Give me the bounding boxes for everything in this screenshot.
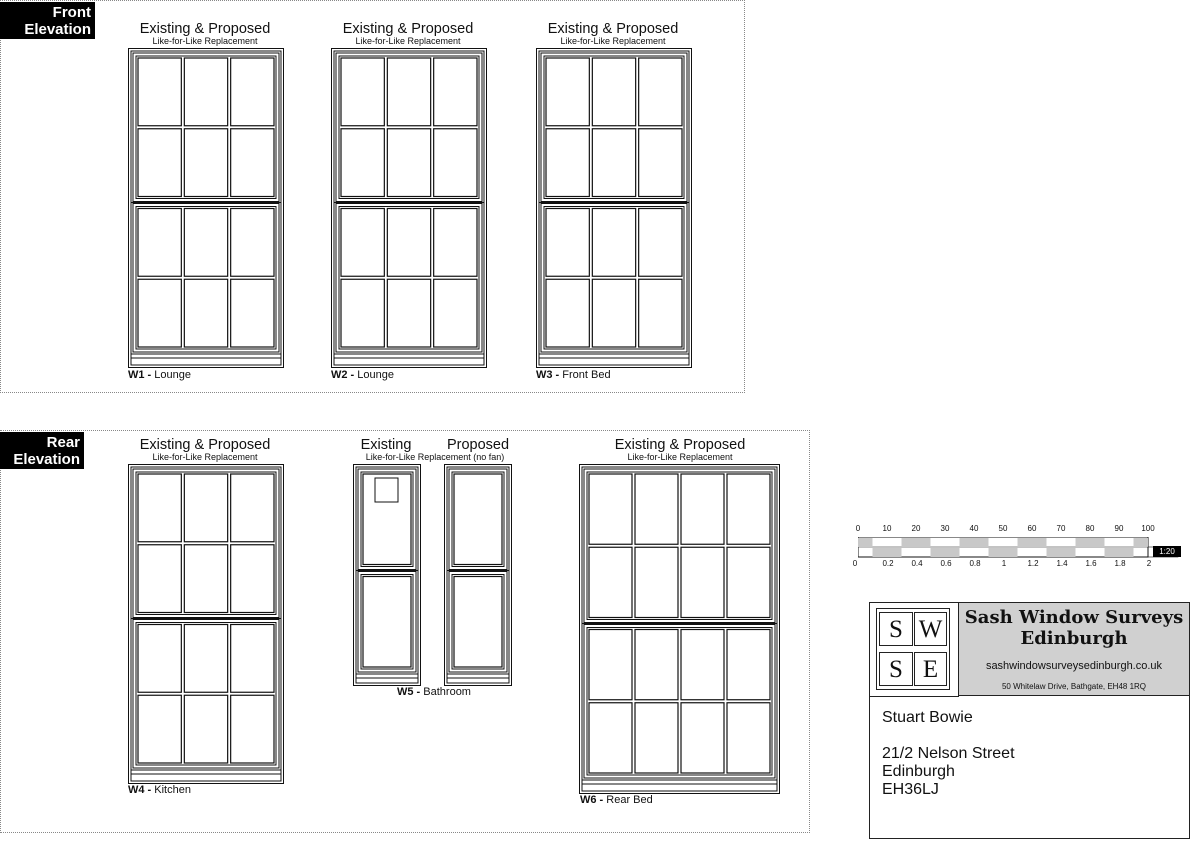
window-w1-drawing [128, 48, 284, 368]
upper-sash-inner [544, 56, 684, 199]
glass-pane [387, 209, 430, 277]
upper-sash-inner [587, 472, 772, 620]
scale-bottom-tick: 1.6 [1085, 559, 1097, 568]
front-elevation-tag-line1: Front [52, 4, 91, 21]
w6-caption: Existing & Proposed [614, 437, 746, 453]
logo-letter-w: W [914, 612, 947, 646]
glass-pane [639, 129, 682, 197]
scale-bottom-ticks [845, 559, 1185, 569]
lower-sash-inner [339, 207, 479, 350]
w3-subcaption: Like-for-Like Replacement [560, 36, 666, 46]
glass-pane [681, 703, 724, 773]
scale-bottom-tick: 1 [1001, 559, 1007, 568]
upper-sash-frame [358, 469, 416, 570]
w1-id: W1 [128, 369, 145, 381]
scale-segment [1047, 548, 1062, 557]
lower-sash-frame [541, 204, 687, 353]
w6-subcaption: Like-for-Like Replacement [627, 452, 733, 462]
w1-label [128, 369, 191, 382]
lower-sash-inner [361, 575, 413, 670]
scale-bottom-tick: 1.2 [1027, 559, 1039, 568]
glass-pane [231, 545, 274, 613]
w3-caption: Existing & Proposed [547, 21, 679, 37]
scale-bar [845, 523, 1185, 573]
company-website: sashwindowsurveysedinburgh.co.uk [985, 660, 1163, 672]
company-address: 50 Whitelaw Drive, Bathgate, EH48 1RQ [1001, 682, 1147, 691]
window-w3-drawing [536, 48, 692, 368]
w3-sep: - [552, 369, 563, 381]
glass-pane [231, 209, 274, 277]
client-address-line2: Edinburgh [882, 763, 955, 780]
glass-pane [589, 474, 632, 544]
extractor-fan [375, 478, 398, 502]
glass-pane [184, 474, 227, 542]
glass-pane [138, 625, 181, 693]
front-elevation-tag [0, 2, 95, 39]
scale-segment [858, 538, 873, 547]
glass-pane [231, 625, 274, 693]
lower-sash-frame [584, 625, 775, 779]
scale-top-tick: 80 [1085, 524, 1095, 533]
glass-pane [363, 474, 411, 565]
glass-pane [635, 547, 678, 617]
rear-elevation-tag [0, 432, 84, 469]
w2-id: W2 [331, 369, 348, 381]
w2-caption: Existing & Proposed [342, 21, 474, 37]
glass-pane [592, 129, 635, 197]
glass-pane [592, 209, 635, 277]
scale-segment [1076, 538, 1091, 547]
glass-pane [727, 547, 770, 617]
glass-pane [231, 58, 274, 126]
glass-pane [727, 630, 770, 700]
glass-pane [454, 577, 502, 668]
glass-pane [138, 209, 181, 277]
glass-pane [592, 279, 635, 347]
scale-top-tick: 100 [1141, 524, 1155, 533]
scale-segment [1119, 548, 1134, 557]
glass-pane [434, 58, 477, 126]
glass-pane [231, 279, 274, 347]
window-w4-drawing [128, 464, 284, 784]
scale-segment [902, 538, 917, 547]
scale-segment [945, 548, 960, 557]
scale-segment [989, 548, 1004, 557]
glass-pane [184, 209, 227, 277]
scale-segment [873, 548, 888, 557]
w2-subcaption: Like-for-Like Replacement [355, 36, 461, 46]
w5-caption-existing: Existing [360, 437, 412, 453]
w2-room: Lounge [357, 369, 394, 381]
glass-pane [138, 545, 181, 613]
window-w5-existing-drawing [353, 464, 421, 686]
glass-pane [546, 209, 589, 277]
scale-segment [1018, 538, 1033, 547]
upper-sash-inner [136, 56, 276, 199]
glass-pane [639, 58, 682, 126]
glass-pane [184, 279, 227, 347]
glass-pane [727, 703, 770, 773]
w5-id: W5 [397, 686, 414, 698]
window-w6-drawing [579, 464, 780, 794]
lower-sash-inner [136, 623, 276, 766]
glass-pane [138, 695, 181, 763]
glass-pane [635, 703, 678, 773]
w6-room: Rear Bed [606, 794, 653, 806]
glass-pane [635, 474, 678, 544]
scale-segment [931, 548, 946, 557]
w4-caption: Existing & Proposed [139, 437, 271, 453]
glass-pane [546, 58, 589, 126]
w3-id: W3 [536, 369, 553, 381]
scale-bottom-tick: 0.6 [940, 559, 952, 568]
scale-top-tick: 60 [1027, 524, 1037, 533]
w2-sep: - [347, 369, 358, 381]
glass-pane [434, 279, 477, 347]
glass-pane [727, 474, 770, 544]
upper-sash-inner [339, 56, 479, 199]
w6-sep: - [596, 794, 607, 806]
w5-caption-proposed: Proposed [446, 437, 510, 453]
glass-pane [387, 58, 430, 126]
lower-sash-frame [133, 620, 279, 769]
glass-pane [231, 695, 274, 763]
lower-sash-frame [336, 204, 482, 353]
w5-sep: - [413, 686, 424, 698]
w6-id: W6 [580, 794, 597, 806]
glass-pane [454, 474, 502, 565]
logo-letter-e: E [914, 652, 947, 686]
logo-letter-s2: S [879, 652, 913, 686]
glass-pane [184, 129, 227, 197]
glass-pane [341, 279, 384, 347]
scale-segment [974, 538, 989, 547]
w1-room: Lounge [154, 369, 191, 381]
glass-pane [341, 58, 384, 126]
upper-sash-frame [133, 469, 279, 618]
glass-pane [639, 279, 682, 347]
w3-label [536, 369, 611, 382]
w4-subcaption: Like-for-Like Replacement [152, 452, 258, 462]
upper-sash-inner [136, 472, 276, 615]
glass-pane [681, 630, 724, 700]
scale-segment [887, 548, 902, 557]
w5-room: Bathroom [423, 686, 471, 698]
scale-top-tick: 50 [998, 524, 1008, 533]
glass-pane [231, 474, 274, 542]
glass-pane [434, 209, 477, 277]
upper-sash-frame [449, 469, 507, 570]
scale-top-tick: 40 [969, 524, 979, 533]
upper-sash-inner [452, 472, 504, 567]
glass-pane [589, 547, 632, 617]
scale-top-tick: 30 [940, 524, 950, 533]
upper-sash-frame [584, 469, 775, 623]
w3-room: Front Bed [562, 369, 611, 381]
scale-top-ticks [845, 523, 1185, 533]
lower-sash-inner [587, 628, 772, 776]
glass-pane [138, 474, 181, 542]
scale-bottom-tick: 0 [852, 559, 858, 568]
upper-sash-inner [361, 472, 413, 567]
rear-elevation-tag-line2: Elevation [13, 451, 80, 468]
glass-pane [387, 279, 430, 347]
glass-pane [184, 695, 227, 763]
glass-pane [363, 577, 411, 668]
scale-segment [1061, 548, 1076, 557]
scale-bottom-tick: 1.8 [1114, 559, 1126, 568]
w4-id: W4 [128, 784, 145, 796]
w1-subcaption: Like-for-Like Replacement [152, 36, 258, 46]
client-address-line3: EH36LJ [882, 781, 939, 798]
glass-pane [184, 58, 227, 126]
upper-sash-frame [133, 53, 279, 202]
glass-pane [434, 129, 477, 197]
scale-bottom-tick: 1.4 [1056, 559, 1068, 568]
upper-sash-frame [541, 53, 687, 202]
glass-pane [681, 547, 724, 617]
w4-label [128, 784, 191, 797]
scale-segment [960, 538, 975, 547]
scale-ratio: 1:20 [1153, 546, 1181, 557]
title-block-company-area [959, 603, 1189, 696]
lower-sash-inner [136, 207, 276, 350]
w2-label [331, 369, 394, 382]
company-name-line1: Sash Window Surveys [964, 607, 1184, 628]
glass-pane [589, 703, 632, 773]
company-name-line2: Edinburgh [1020, 628, 1128, 649]
glass-pane [138, 129, 181, 197]
scale-bottom-tick: 0.8 [969, 559, 981, 568]
scale-top-tick: 10 [882, 524, 892, 533]
scale-segment [916, 538, 931, 547]
client-address-line1: 21/2 Nelson Street [882, 745, 1015, 762]
scale-segment [1090, 538, 1105, 547]
lower-sash-frame [449, 572, 507, 673]
w4-sep: - [144, 784, 155, 796]
glass-pane [546, 129, 589, 197]
glass-pane [184, 625, 227, 693]
glass-pane [387, 129, 430, 197]
glass-pane [546, 279, 589, 347]
glass-pane [138, 58, 181, 126]
glass-pane [589, 630, 632, 700]
lower-sash-frame [358, 572, 416, 673]
glass-pane [138, 279, 181, 347]
scale-top-tick: 0 [855, 524, 861, 533]
glass-pane [639, 209, 682, 277]
scale-bottom-tick: 0.4 [911, 559, 923, 568]
glass-pane [184, 545, 227, 613]
w6-label [580, 794, 653, 807]
scale-bottom-tick: 0.2 [882, 559, 894, 568]
scale-top-tick: 90 [1114, 524, 1124, 533]
rear-elevation-tag-line1: Rear [46, 434, 80, 451]
title-block-logo-area [870, 603, 959, 697]
scale-top-tick: 20 [911, 524, 921, 533]
logo-letter-s1: S [879, 612, 913, 646]
lower-sash-inner [452, 575, 504, 670]
scale-segment [1105, 548, 1120, 557]
glass-pane [635, 630, 678, 700]
window-w2-drawing [331, 48, 487, 368]
scale-bottom-tick: 2 [1146, 559, 1152, 568]
scale-segment [1134, 538, 1149, 547]
front-elevation-tag-line2: Elevation [24, 21, 91, 38]
scale-segment [1003, 548, 1018, 557]
glass-pane [341, 209, 384, 277]
scale-segment [1032, 538, 1047, 547]
w5-label [397, 686, 471, 699]
upper-sash-frame [336, 53, 482, 202]
w5-subcaption: Like-for-Like Replacement (no fan) [365, 452, 505, 462]
glass-pane [231, 129, 274, 197]
lower-sash-frame [133, 204, 279, 353]
window-w5-proposed-drawing [444, 464, 512, 686]
glass-pane [592, 58, 635, 126]
w4-room: Kitchen [154, 784, 191, 796]
lower-sash-inner [544, 207, 684, 350]
glass-pane [341, 129, 384, 197]
client-name: Stuart Bowie [882, 709, 973, 726]
glass-pane [681, 474, 724, 544]
w1-caption: Existing & Proposed [139, 21, 271, 37]
w1-sep: - [144, 369, 155, 381]
scale-top-tick: 70 [1056, 524, 1066, 533]
